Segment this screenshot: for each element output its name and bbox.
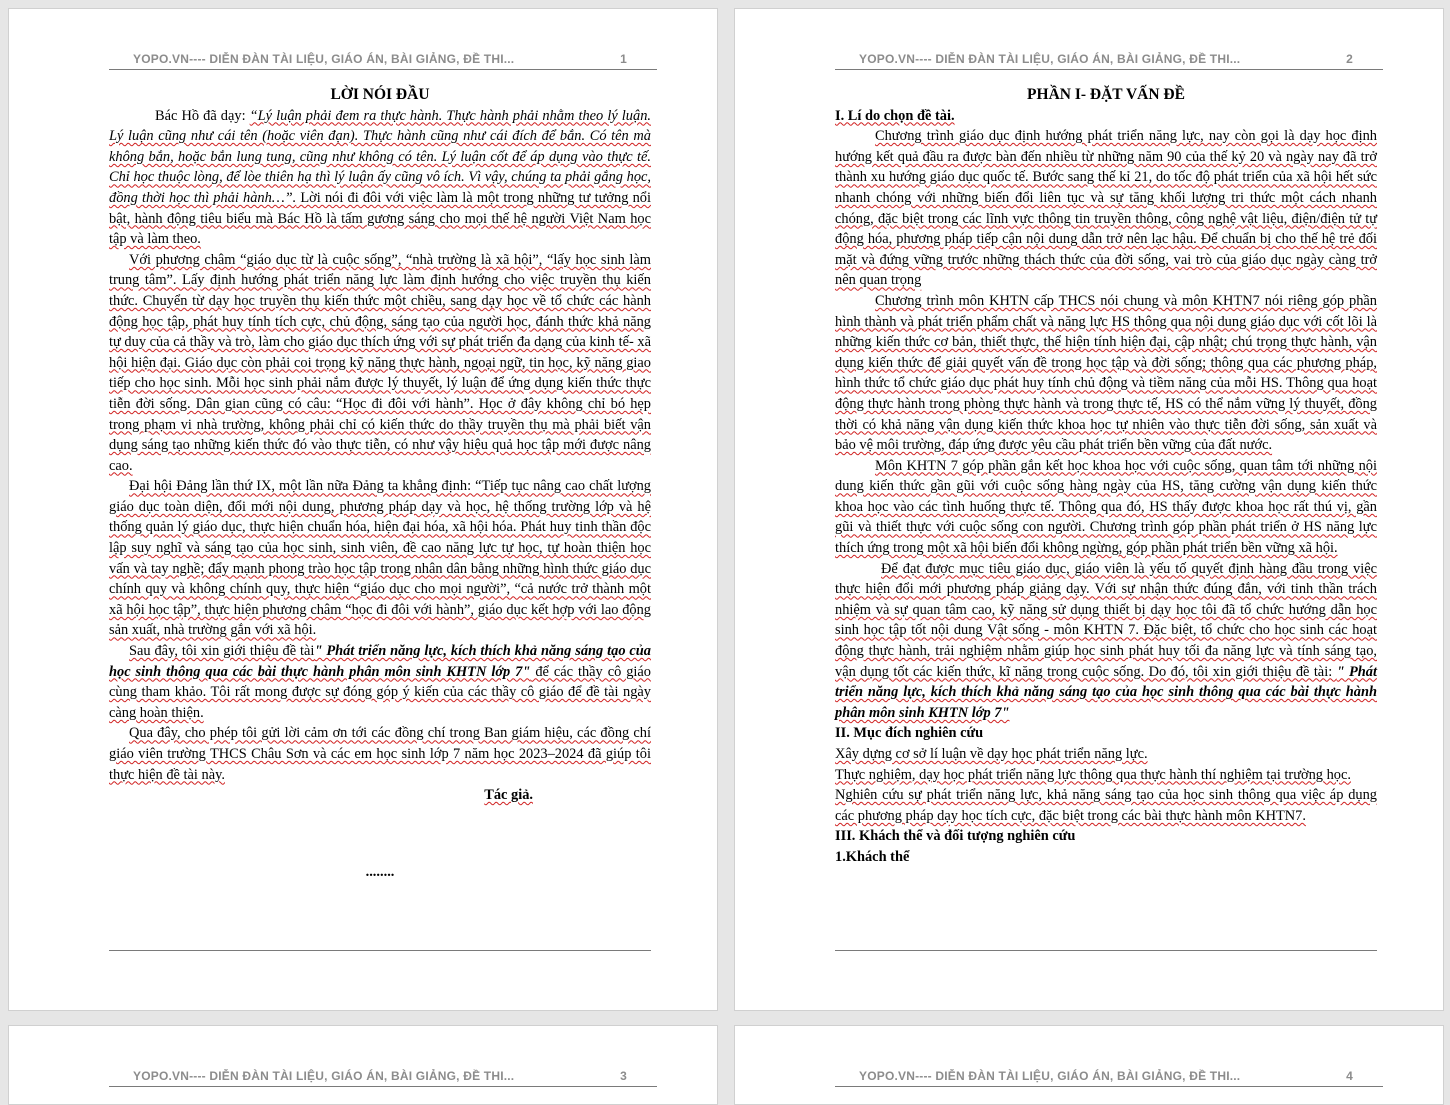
paragraph: Đại hội Đảng lần thứ IX, một lần nữa Đảng ta khẳng định: “Tiếp tục nâng cao chất lượng giáo dục toàn diện, đổi mới nội dung, phương pháp dạy và học, hệ thống trường lớp và hệ thống quản lý giáo dục, thực hiện chuẩn hóa, hiện đại hóa, xã hội hóa. Phát huy tinh thần độc lập suy nghĩ và sáng tạo của học sinh, sinh viên, đề cao năng lực tự học, tự hoàn thiện học vấn và tay nghề; đẩy mạnh phong trào học tập trong nhân dân bằng những hình thức giáo dục chính quy và không chính quy, thực hiện “giáo dục cho mọi người”, “cả nước trở thành một xã hội học tập”, thực hiện phương châm “học đi đôi với hành”, giáo dục kết hợp với lao động sản xuất, nhà trường gắn với xã hội. (109, 478, 651, 639)
section-title: LỜI NÓI ĐẦU (330, 86, 430, 103)
page-header (109, 51, 657, 70)
header-title: YOPO.VN---- DIỄN ĐÀN TÀI LIỆU, GIÁO ÁN, BÀI GIẢNG, ĐỀ THI... (859, 52, 1241, 66)
text-run: Bác Hồ đã dạy: (155, 107, 250, 124)
paragraph (109, 641, 651, 723)
heading: I. Lí do chọn đề tài. (835, 107, 955, 124)
text-run: Lời nói đi đôi với việc làm là một trong những tư tưởng nổi bật, hành động tiêu biểu mà Bác Hồ là tấm gương sáng cho mọi thế hệ người Việt Nam học tập và làm theo. (109, 189, 651, 248)
section-title: PHẦN I- ĐẶT VẤN ĐỀ (1027, 86, 1185, 103)
page-footer-line (835, 950, 1377, 951)
page-header (109, 1068, 657, 1087)
text-run: Để đạt được mục tiêu giáo dục, giáo viên là yếu tố quyết định hàng đầu trong việc thực hiện đổi mới phương pháp giảng dạy. Với sự nhận thức đúng đắn, với tinh thần trách nhiệm và sự quan tâm cao, kỹ năng sử dụng thiết bị dạy học tôi đã tổ chức hướng dẫn học sinh học tập tốt nội dung Vật sống - môn KHTN 7. Đặc biệt, tổ chức cho học sinh các hoạt động thực hành, trải nghiệm nhằm giúp học sinh phát huy tối đa năng lực và tính sáng tạo, vận dụng tốt các kiến thức, kĩ năng trong cuộc sống. Do đó, tôi xin giới thiệu đề tài: (835, 560, 1377, 680)
page-footer-line (109, 950, 651, 951)
page-header (835, 51, 1383, 70)
document-page-3 (8, 1025, 718, 1105)
document-page-2 (734, 8, 1444, 1011)
dots: ........ (365, 863, 395, 880)
text-run: Sau đây, tôi xin giới thiệu đề tài (129, 643, 315, 660)
header-title: YOPO.VN---- DIỄN ĐÀN TÀI LIỆU, GIÁO ÁN, BÀI GIẢNG, ĐỀ THI... (859, 1069, 1241, 1083)
paragraph: Xây dựng cơ sở lí luận về dạy học phát triển năng lực. (835, 746, 1148, 762)
heading: II. Mục đích nghiên cứu (835, 725, 984, 742)
paragraph: Qua đây, cho phép tôi gửi lời cảm ơn tới các đồng chí trong Ban giám hiệu, các đồng chí giáo viên trường THCS Châu Sơn và các em học sinh lớp 7 năm học 2023–2024 đã giúp tôi thực hiện đề tài này. (109, 725, 651, 783)
paragraph: Môn KHTN 7 góp phần gắn kết học khoa học với cuộc sống, quan tâm tới những nội dung kiến thức gần gũi với cuộc sống hàng ngày của HS, tăng cường vận dụng kiến thức khoa học vào các tình huống thực tế. Thông qua đó, HS thấy được khoa học rất thú vị, gần gũi và thiết thực với cuộc sống con người. Chương trình góp phần phát triển ở HS năng lực thích ứng trong một xã hội biến đổi không ngừng, góp phần phát triển bền vững xã hội. (835, 457, 1377, 557)
document-page-4 (734, 1025, 1444, 1105)
text-run: để các thầy cô giáo cùng tham khảo. Tôi rất mong được sự đóng góp ý kiến của các thầy cô giáo để đề tài ngày càng hoàn thiện. (109, 663, 652, 721)
page-number: 3 (620, 1069, 627, 1083)
topic-title: " Phát triển năng lực, kích thích khả năng sáng tạo của học sinh thông qua các bài thực hành phân môn sinh KHTN lớp 7" (835, 663, 1377, 721)
quote: “Lý luận phải đem ra thực hành. Thực hành phải nhằm theo lý luận. Lý luận cũng như cái tên (hoặc viên đạn). Thực hành cũng như cái đích để bắn. Có tên mà không bắn, hoặc bắn lung tung, cũng như không có tên. Lý luận cốt để áp dụng vào thực tế. Chỉ học thuộc lòng, để lòe thiên hạ thì lý luận ấy cũng vô ích. Vì vậy, chúng ta phải gắng học, đồng thời học thì phải hành…”. (109, 107, 651, 206)
paragraph: Chương trình môn KHTN cấp THCS nói chung và môn KHTN7 nói riêng góp phần hình thành và phát triển phẩm chất và năng lực HS thông qua nội dung giáo dục với cốt lõi là những kiến thức cơ bản, thiết thực, thể hiện tính hiện đại, cập nhật; chú trọng thực hành, vận dụng kiến thức để giải quyết vấn đề trong học tập và đời sống; thông qua các phương pháp, hình thức tổ chức giáo dục phát huy tính chủ động và tiềm năng của mỗi HS. Thông qua hoạt động thực hành trong phòng thực hành và trong thực tế, HS có thể nắm vững lý thuyết, đồng thời có khả năng vận dụng kiến thức khoa học tự nhiên vào thực tiễn đời sống, sản xuất và bảo vệ môi trường, đáp ứng được yêu cầu phát triển bền vững của đất nước. (835, 292, 1377, 454)
document-page-1 (8, 8, 718, 1011)
page-number: 2 (1346, 52, 1353, 66)
paragraph (835, 559, 1377, 724)
page-body (109, 85, 651, 882)
heading: III. Khách thể và đối tượng nghiên cứu (835, 828, 1076, 845)
paragraph: Chương trình giáo dục định hướng phát triển năng lực, nay còn gọi là dạy học định hướng kết quả đầu ra được bàn đến nhiều từ những năm 90 của thế kỷ 20 và ngày nay đã trở thành xu hướng giáo dục quốc tế. Bước sang thế kỉ 21, do tốc độ phát triển của xã hội hết sức nhanh chóng với những biến đổi liên tục và sự tăng khối lượng tri thức một cách nhanh chóng, đặc biệt trong các lĩnh vực thông tin truyền thông, công nghệ vật liệu, điện/điện tử tự động hóa, phương pháp tiếp cận nội dung dẫn trở nên lạc hậu. Để chuẩn bị cho thế hệ trẻ đối mặt và đứng vững trước những thách thức của đời sống, vai trò của giáo dục ngày càng trở nên quan trọng (835, 128, 1377, 289)
page-body (835, 85, 1377, 868)
header-title: YOPO.VN---- DIỄN ĐÀN TÀI LIỆU, GIÁO ÁN, BÀI GIẢNG, ĐỀ THI... (133, 1069, 515, 1083)
heading: 1.Khách thể (835, 848, 910, 865)
header-title: YOPO.VN---- DIỄN ĐÀN TÀI LIỆU, GIÁO ÁN, BÀI GIẢNG, ĐỀ THI... (133, 52, 515, 66)
paragraph: Thực nghiệm, dạy học phát triển năng lực thông qua thực hành thí nghiệm tại trường học. (835, 766, 1351, 783)
paragraph (109, 106, 651, 250)
paragraph: Với phương châm “giáo dục từ là cuộc sống”, “nhà trường là xã hội”, “lấy học sinh làm trung tâm”. Lấy định hướng phát triển năng lực làm định hướng cho việc truyền thụ kiến thức. Chuyển từ dạy học truyền thụ kiến thức một chiều, sang dạy học về tổ chức các hành động học tập, phát huy tính tích cực, chủ động, sáng tạo của người học, đánh thức khả năng tự duy của cả thầy và trò, làm cho giáo dục thích ứng với sự phát triển đa dạng của kinh tế- xã hội hiện đại. Giáo dục còn phải coi trọng kỹ năng thực hành, ngoại ngữ, tin học, kỹ năng giao tiếp cho học sinh. Mỗi học sinh phải nắm được lý thuyết, lý luận để ứng dụng kiến thức thực tiễn đời sống. Dân gian cũng có câu: “Học đi đôi với hành”. Học ở đây không chỉ bó hẹp trong phạm vi nhà trường, không phải chỉ có kiến thức do thầy truyền thụ mà phải biết vận dụng sáng tạo những kiến thức đó vào thực tiễn, có như vậy hiệu quả học tập mới được nâng cao. (109, 251, 651, 474)
page-number: 1 (620, 52, 627, 66)
page-header (835, 1068, 1383, 1087)
topic-title: " Phát triển năng lực, kích thích khả năng sáng tạo của học sinh thông qua các bài thực hành phân môn sinh KHTN lớp 7" (109, 643, 651, 680)
paragraph: Nghiên cứu sự phát triển năng lực, khả năng sáng tạo của học sinh thông qua việc áp dụng các phương pháp dạy học tích cực, đặc biệt trong các bài thực hành môn KHTN7. (835, 787, 1377, 824)
signature: Tác giả. (484, 787, 533, 804)
page-number: 4 (1346, 1069, 1353, 1083)
